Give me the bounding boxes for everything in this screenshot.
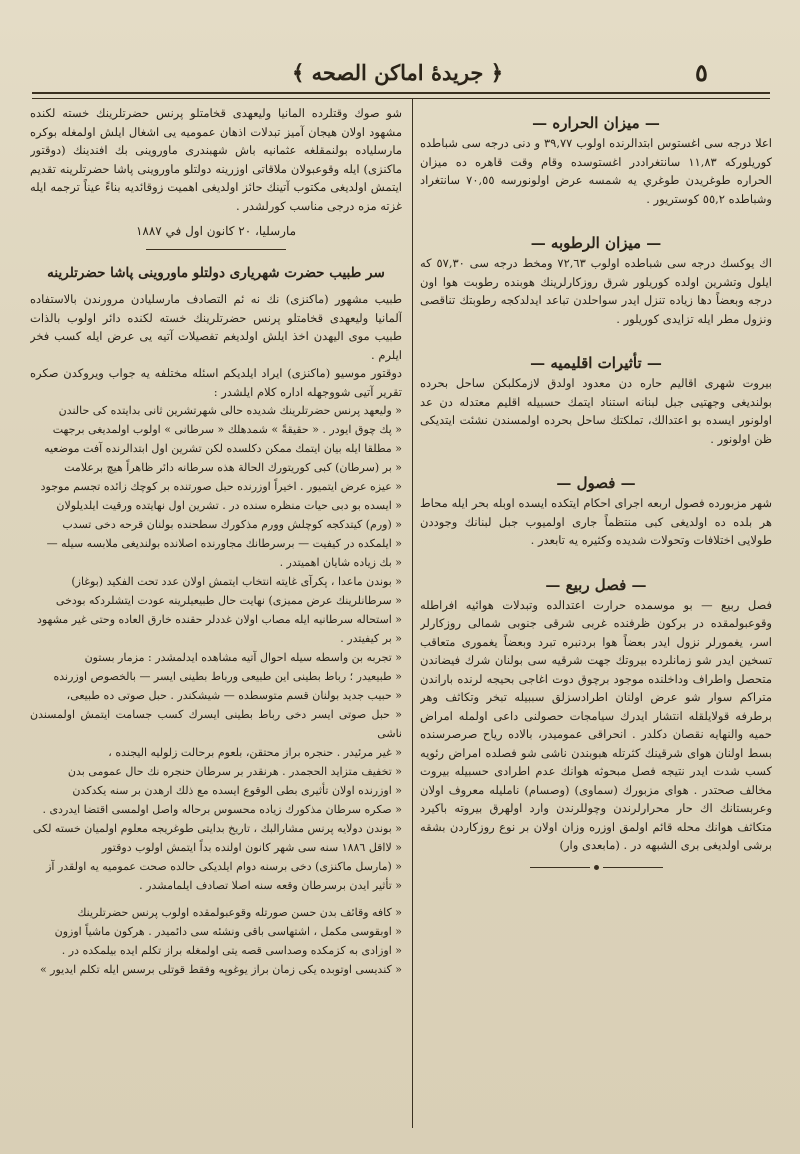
heading-tesirat-iklimiye: — تأثيرات اقليميه — xyxy=(530,354,662,372)
quote-line: « (ورم) كيتدكجه كوچلش وورم مذكورك سطحنده بولنان قرحه دخی تسدب xyxy=(62,518,402,531)
text-fusul: شهر مزبورده فصول اربعه اجرای احكام ايتكده ايسده اوبله بحر ايله محاط هر بلده ده اولديغی كبی منتظماً جاری اولميوب جبل لبنانك وجوددن طولايی اختلافات وتحولات شديده وكثيره يه تابعدر . xyxy=(420,496,772,547)
quote-line: « عيزه عرض ايتميور . اخيراً اوزرنده حبل صورتنده بر كوچك زائده تجسم موجود xyxy=(40,480,402,493)
quote-line: « اوزادی به كزمكده وصداسی قصه يتی اولمغله براز تكلم ايده بيلمكده در . xyxy=(61,944,402,957)
quoted-statement xyxy=(30,401,402,895)
quote-line: « بر كيفيتدر . xyxy=(340,632,402,645)
left-column xyxy=(30,98,402,1133)
heading-fusul: — فصول — xyxy=(556,474,636,492)
letter-paragraph-1: طبيب مشهور (ماكنزی) نك نه ئم التصادف مارسليادن مرورندن بالاستفاده آلمانيا ولیعهدی قخامتلو پرنس حضرتلرينك خسته لكنده دائر اولوب بالذات طبيب موی اليهدن اخذ ايلش اولديغم تفصيلات آتيه يی عرض ايله كسب فخر ايلرم . xyxy=(30,292,402,362)
quote-line: « صكره سرطان مذكورك زياده محسوس برحاله واصل اولمسی اقتضا ايدردی . xyxy=(42,803,402,816)
quoted-statement-continued xyxy=(30,903,402,979)
text-fasl-rebi: فصل ربيع — بو موسمده حرارت اعتدالده وتبدلات هوائيه افراطله وقوعبولمقده در بركون ظرفنده غربی شرقی جنوبی شمالی روزكارلر اسر، يغمورلر نزول ايدر بعضاً هوا بردنبره تبرد وبعضاً يغموری متعاقب تسخين ايدر شو زمانلرده بيروتك جهت شرقيه سی بولنان شرك فيضاندن متحصل واطراف وداخلنده موجود برچوق دوت اغاجی بحيجه لرنده باراندن متراكم سوار شو عرض اولنان اطرادسزلق سببيله تبخر وتكاثف وهر برطرفه قولايلقله انتشار ايدرك سيامجات حصولنی داعی اولمله امراض حميه والنهايه نقصان دكلدر . انحراقی عمومیدر، بالاده رياح صرصرسنده بسط اولنان هوای شرقينك كثرتله هبوبندن ناشی شو فصلده امراض رئويه كسب شدت ايدر نتيجه فصل مبحوثه هوانك عدم اطرادی حسبيله بيروت مخالف صحتدر . هوای مزبورك (سماوی) (وصسام) نامليله معروف اولان وعربستانك اك حار محرارلرندن وچوللرندن وارد اولهرق بيروته باكيرد متكاثف هوانك محله قائم اولمق اوزره وزان اولان بر نوع روزكاردن بشقه برشی اولديغی بری الشبهه در . (مابعدی وار) xyxy=(420,597,772,852)
letter-heading: سر طبيب حضرت شهرياری دولتلو ماوروينی پاشا حضرتلرينه xyxy=(47,265,385,281)
quote-line: « ولیعهد پرنس حضرتلرينك شديده حالی شهرتشرين ثانی بدايتده كی حالندن xyxy=(58,404,402,417)
heading-mizan-al-rutube: — ميزان الرطوبه — xyxy=(530,234,662,252)
quote-line: « مطلقا ايله بيان ايتمك ممكن دكلسده لكن تشرين اول ابتدالرنده آفت موضعيه xyxy=(44,442,402,455)
quote-line: « تأثير ايدن برسرطان وقعه سنه اصلا تصادف ايلمامشدر . xyxy=(139,879,402,892)
quote-line: « حبل صوتی ايسر دخی رباط بطينی ايسرك كسب جسامت ايتمش اولمسندن ناشی xyxy=(30,708,402,740)
page-header xyxy=(40,52,755,92)
quote-line: « پك چوق ايودر . « حقيقةً » شمدهلك « سرطانی » اولوب اولمديغی برجهت xyxy=(52,423,402,436)
quote-line: « استحاله سرطانيه ايله مصاب اولان غددلر حقنده خارق العاده وحتی غير مشهود xyxy=(36,613,402,626)
intro-text: شو صوك وقتلرده المانيا ولیعهدی قخامتلو پرنس حضرتلرينك خسته لكنده مشهود اولان هيجان آميز تبدلات اذهان عموميه يی اشغال ايلش اولمغله بوكره مارسلياده بولنمقلغه عثمانيه باش شهبندری ماوروينی بك افندينك (دوقتور ماكنزی) ايله وقوعبولان ملاقاتی اوزرينه دولتلو ماوروينی پاشا حضرتلرينه تقديم ايتمش اولديغی مكتوب آتينك حائز اولديغی اهميت زوقائديه بناءً عيناً ترجمه ايله غزته مزه درجی مناسب كورلشدر . xyxy=(30,106,402,213)
quote-line: « غير مرئيدر . حنجره براز محتقن، بلعوم برحالت زلوليه اليجنده ، xyxy=(108,746,402,759)
quote-line: « طبيعيدر ؛ رباط بطينی اين طبيعی ورباط بطينی ايسر — بالخصوص اوزرنده xyxy=(53,670,402,683)
journal-title: ﴿ جريدۀ اماكن الصحه ﴾ xyxy=(291,59,503,85)
text-tesirat-iklimiye: بيروت شهری اقاليم حاره دن معدود اولدق لازمكلبكن ساحل بحرده بولنديغی وجهتيی جبل لبنانه استناد ايتمك حسبيله اقليم معتدله دن عد اولونور ايسده بو اعتدالك، تملكتك ساحل بحرده اولمسندن نشئت ايتديكی ظن اولونور . xyxy=(420,376,772,446)
right-column xyxy=(420,98,772,1133)
quote-line: « بر (سرطان) كبی كوريتورك الحالة هذه سرطانه دائر ظاهراً هيچ برعلامت xyxy=(64,461,402,474)
text-mizan-al-rutube: اك يوكسك درجه سی شباطده اولوب ٧٢,٦٣ ومخط درجه سی ٥٧,٣٠ كه ايلول وتشرين اولده كوريلور شرق روزكارلرينك هوبنده رطوبت هوا اون درجه وبعضاً دها زياده تنزل ايدر سواحلدن تباعد ايدلدكجه رطوبتك تناقصی ونزول مطر ايله تزايدی كوريلور . xyxy=(420,256,772,326)
dateline: مارسليا، ٢٠ كانون اول في ١٨٨٧ xyxy=(135,224,297,238)
quote-line: « تخفيف متزايد الحجمدر . هرنقدر بر سرطان حنجره نك حال عمومی بدن xyxy=(67,765,402,778)
quote-line: « (مارسل ماكنزی) دخی برسنه دوام ايلديكی حالده صحت عموميه يه اولقدر آز xyxy=(46,860,402,873)
text-mizan-al-harare: اعلا درجه سی اغستوس ابتدالرنده اولوب ٣٩,٧٧ و دنی درجه سی شباطده كوريلوركه ١١,٨٣ سانتغراددر اغستوسده وقام وقت قاهره ده ميزان الحراره طوغريدن طوغري يه شمسه عرض اولونورسه ٧٠,٥٥ سانتغراد وشباطده ٥٥,٢ كوستريور . xyxy=(420,136,772,206)
quote-line: « ايسده بو دبی حيات منظره سنده در . تشرين اول نهايتده ورقيت ايلديلولان xyxy=(56,499,402,512)
quote-line: « سرطانلرينك عرض مميزی) نهايت حال طبيعيلرينه عودت ايتشلردكه بودخی xyxy=(55,594,402,607)
quote-line: « اوبقوسی مكمل ، اشتهاسی باقی ونشئه سی دائميدر . هركون ماشياً اوزون xyxy=(54,925,402,938)
letter-paragraph-2: دوقتور موسيو (ماكنزی) ايراد ايلديكم اسئله مختلفه يه جواب ويروكدن صكره تقرير آتيی شووجهله اداره كلام ايلشدر : xyxy=(30,366,402,399)
quote-line: « اوزرنده اولان تأثيری بطی الوقوع ايسده مع ذلك ارهدن بر سنه يكدكدن xyxy=(72,784,402,797)
quote-line: « كنديسی اوتوبده يكی زمان براز يوغوپه وفقط قوتلی برسس ايله تكلم ايديور » xyxy=(39,963,402,976)
quote-line: « بوندن دولايه پرنس مشارالبك ، تاريخ بدايتی طوغريجه معلوم اولميان خسته لكی xyxy=(32,822,402,835)
column-divider xyxy=(412,98,413,1128)
heading-mizan-al-harare: — ميزان الحراره — xyxy=(532,114,660,132)
separator-rule xyxy=(146,249,286,250)
quote-line: « كافه وقائف بدن حسن صورتله وقوعبولمقده اولوب پرنس حضرتلرينك xyxy=(77,906,402,919)
heading-fasl-rebi: — فصل ربيع — xyxy=(545,575,647,594)
quote-line: « بك زياده شايان اهميتدر . xyxy=(279,556,402,569)
page-number: ٥ xyxy=(695,57,708,87)
quote-line: « بوندن ماعدا ، پكرآی غايته انتخاب ايتمش اولان عدد تحت الفكيد (بوغاز) xyxy=(71,575,402,588)
quote-line: « تجربه بن واسطه سيله احوال آتيه مشاهده ايدلمشدر : مزمار بستون xyxy=(84,651,402,664)
quote-line: « ايلمكده در كيفيت — برسرطانك مجاورنده اصلانده بولنديغی ملابسه سيله — xyxy=(46,537,402,550)
quote-line: « لااقل ١٨٨٦ سنه سی شهر كانون اولنده بداً ايتمش اولوب دوقتور xyxy=(101,841,402,854)
quote-line: « حبيب جديد بولنان قسم متوسطده — شيشكندر . حبل صوتی ده طبيعی، xyxy=(66,689,402,702)
section-end-ornament xyxy=(420,865,772,870)
